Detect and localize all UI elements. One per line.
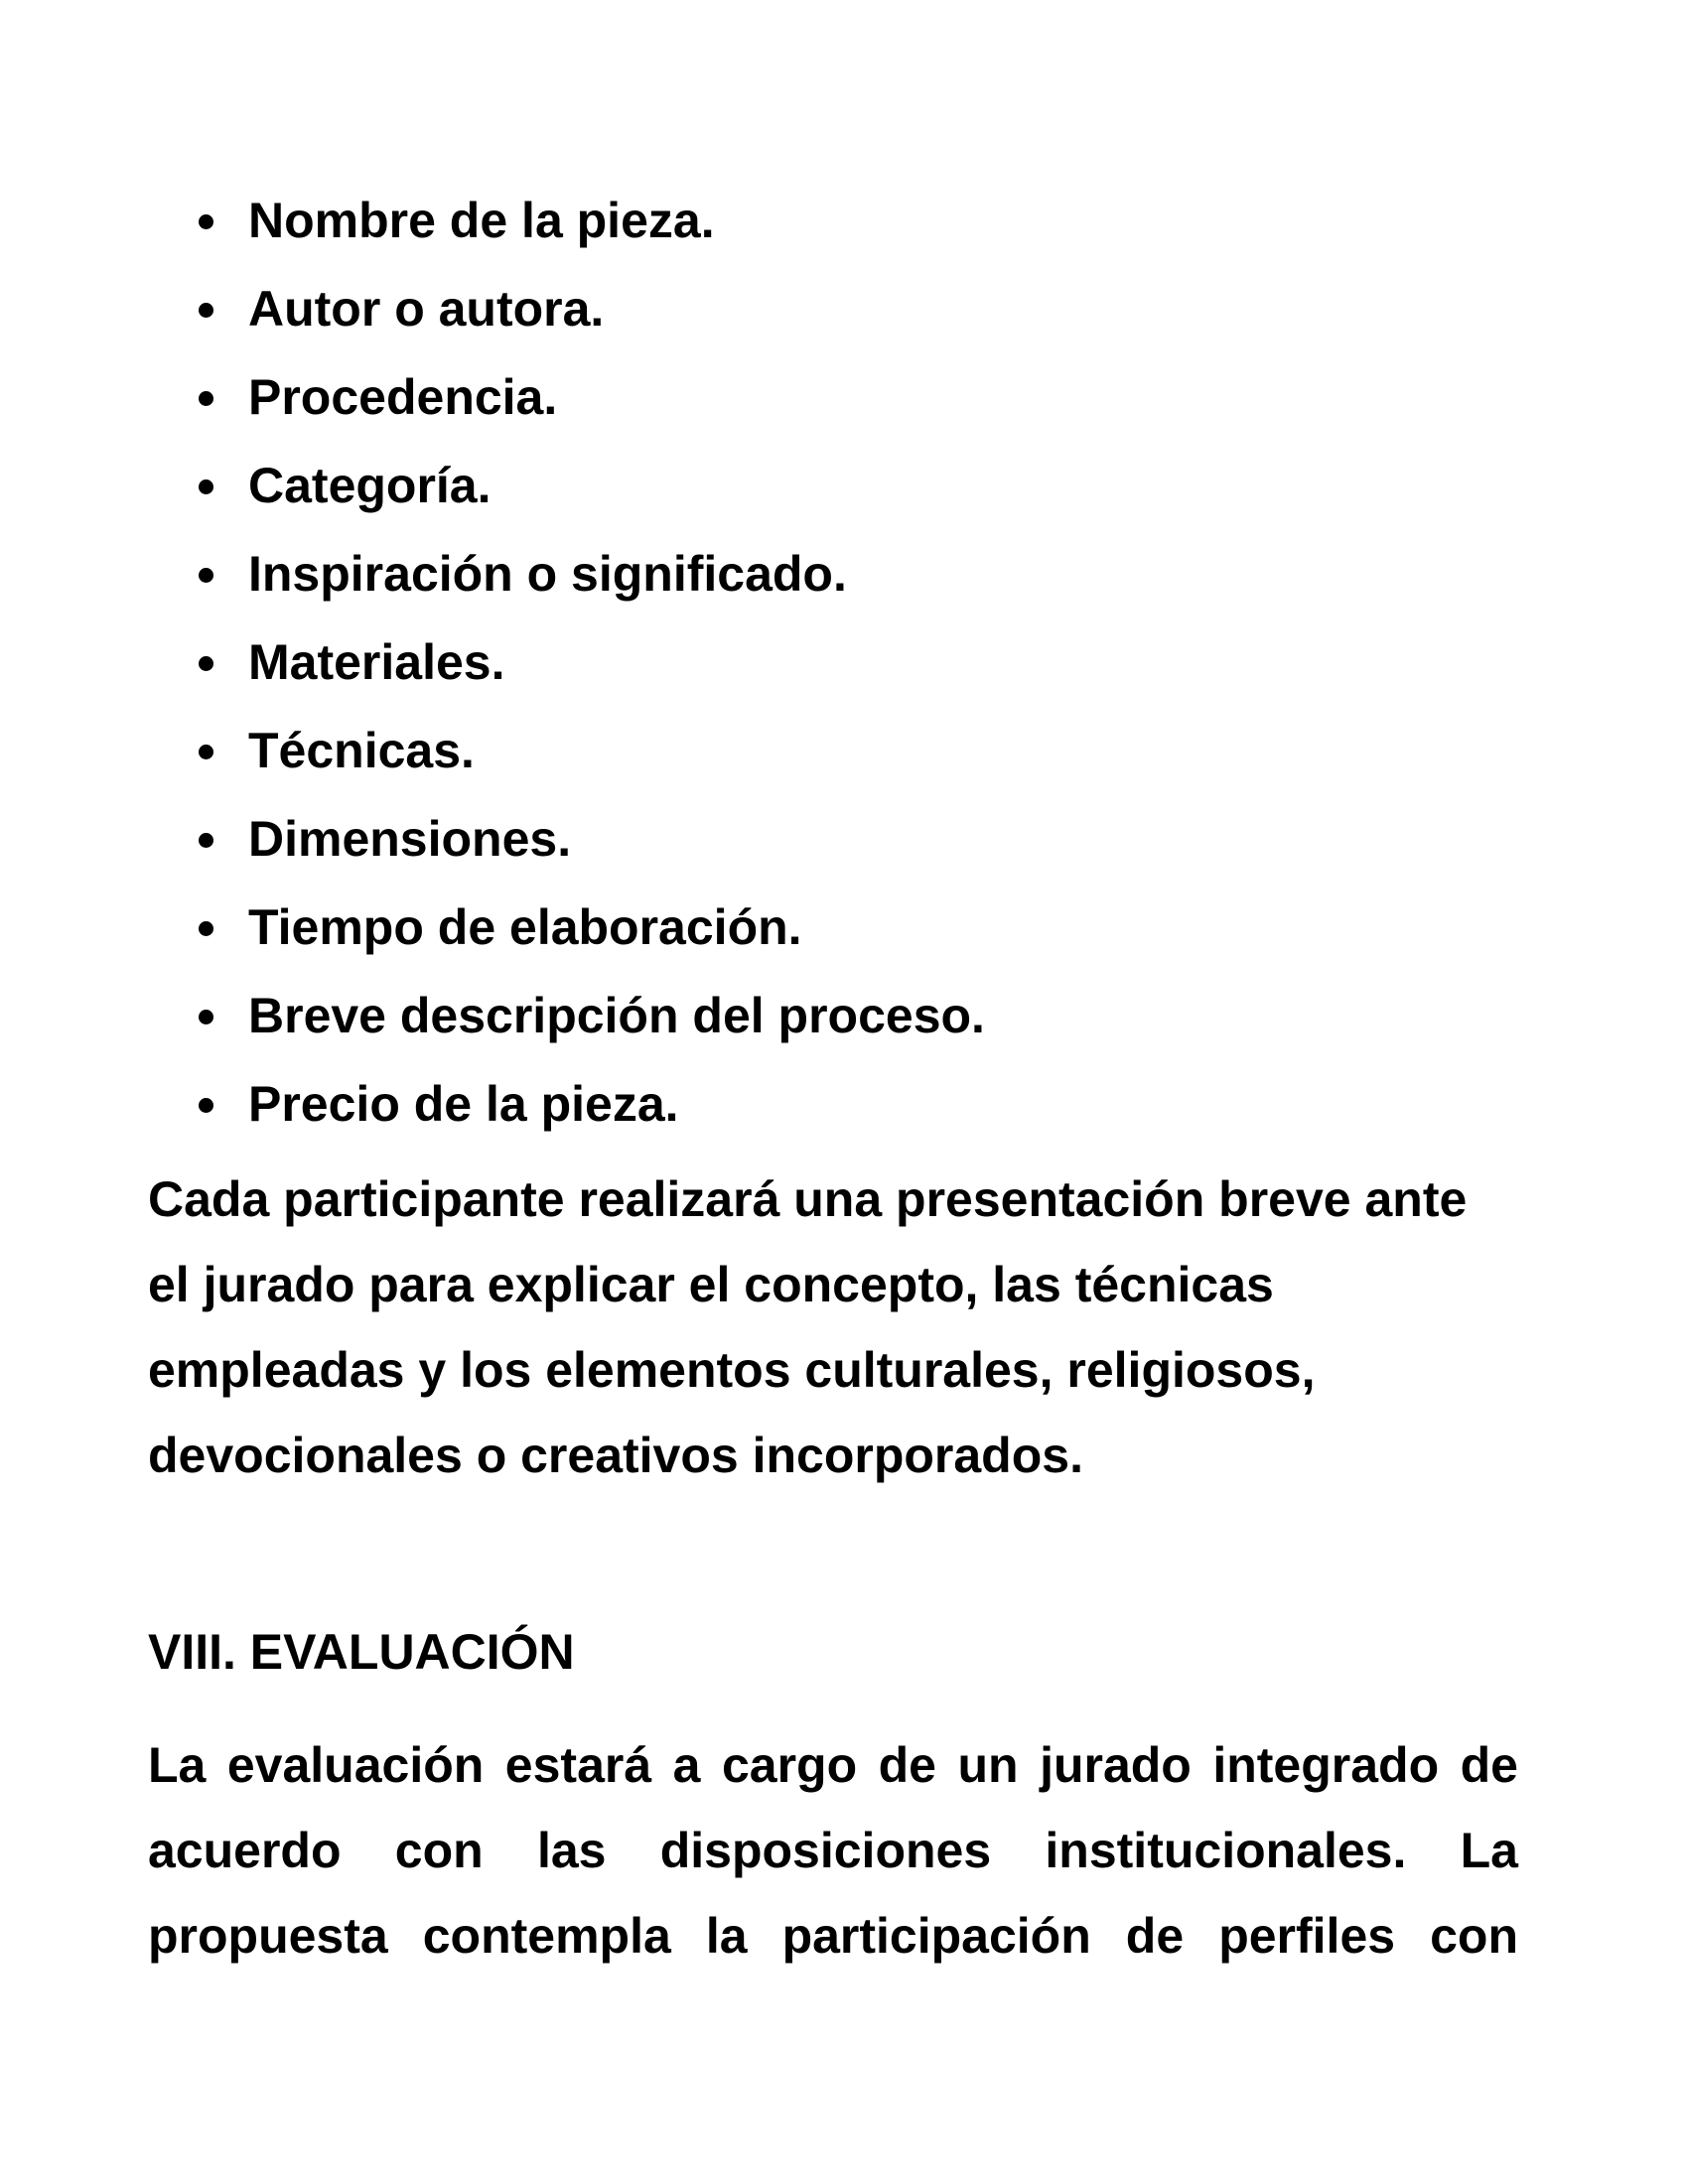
- list-item-text: Inspiración o significado.: [248, 546, 847, 602]
- bullet-icon: [199, 214, 213, 229]
- list-item: [199, 884, 985, 972]
- bullet-icon: [199, 568, 213, 583]
- list-item-text: Breve descripción del proceso.: [248, 988, 985, 1043]
- list-item-text: Tiempo de elaboración.: [248, 899, 802, 955]
- list-item: [199, 177, 985, 265]
- list-item-text: Autor o autora.: [248, 281, 605, 337]
- list-item-text: Categoría.: [248, 458, 492, 513]
- list-item: [199, 353, 985, 442]
- bullet-icon: [199, 745, 213, 759]
- list-item: [199, 618, 985, 707]
- list-item: [199, 795, 985, 884]
- list-item-text: Dimensiones.: [248, 811, 572, 867]
- list-item-text: Técnicas.: [248, 723, 475, 778]
- presentation-paragraph: Cada participante realizará una presentación breve ante el jurado para explicar el concepto, las técnicas empleadas y los elementos culturales, religiosos, devocionales o creativos incorporados.: [148, 1171, 1468, 1483]
- list-item-text: Materiales.: [248, 634, 505, 690]
- list-item: [199, 972, 985, 1060]
- bullet-icon: [199, 303, 213, 318]
- bullet-icon: [199, 1010, 213, 1024]
- list-item: [199, 1060, 985, 1149]
- requirements-list: [199, 177, 985, 1149]
- bullet-icon: [199, 921, 213, 936]
- evaluation-paragraph: La evaluación estará a cargo de un jurado integrado de acuerdo con las disposiciones institucionales. La propuesta contempla la participación de perfiles con: [148, 1737, 1518, 1964]
- list-item: [199, 265, 985, 353]
- bullet-icon: [199, 1098, 213, 1113]
- bullet-icon: [199, 479, 213, 494]
- section-heading: VIII. EVALUACIÓN: [148, 1624, 575, 1680]
- list-item: [199, 707, 985, 795]
- bullet-icon: [199, 656, 213, 671]
- list-item-text: Procedencia.: [248, 369, 558, 425]
- bullet-icon: [199, 391, 213, 406]
- list-item-text: Nombre de la pieza.: [248, 193, 715, 248]
- bullet-icon: [199, 833, 213, 848]
- list-item: [199, 442, 985, 530]
- list-item-text: Precio de la pieza.: [248, 1076, 679, 1132]
- list-item: [199, 530, 985, 618]
